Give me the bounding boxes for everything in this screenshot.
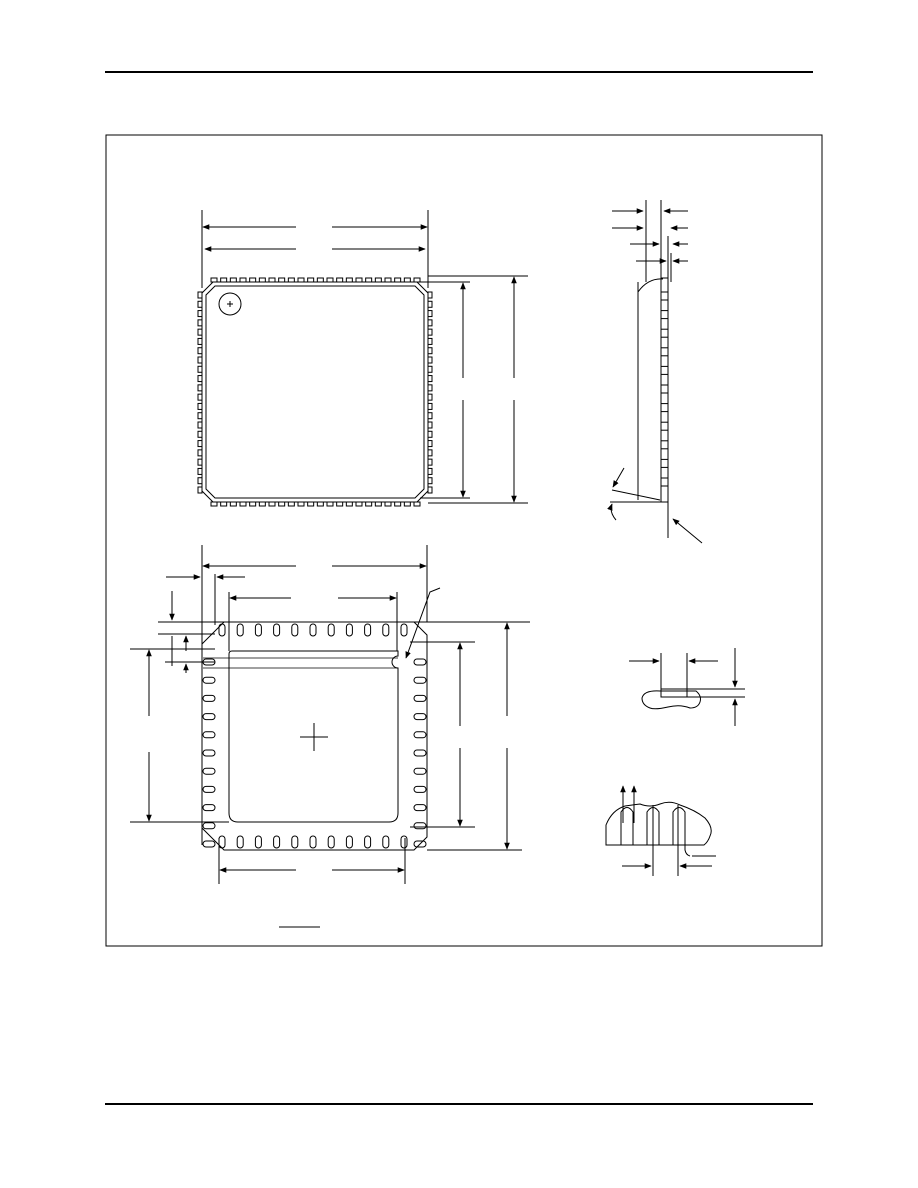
top-view-pin xyxy=(428,413,432,419)
pin-1-marker-icon xyxy=(219,293,241,315)
top-view-pin xyxy=(395,502,401,506)
top-view-pin xyxy=(198,311,202,317)
top-view-pin xyxy=(414,502,420,506)
bottom-view-pin xyxy=(203,823,215,829)
side-view-pin xyxy=(661,329,668,337)
top-view-pin xyxy=(308,502,314,506)
top-view-pin xyxy=(211,278,217,282)
top-view-pin xyxy=(198,431,202,437)
bottom-view-pin xyxy=(365,836,371,848)
bottom-view-pin xyxy=(203,677,215,683)
top-view-body-inner xyxy=(206,286,424,498)
top-view-pin xyxy=(414,278,420,282)
bottom-view-pin xyxy=(292,624,298,636)
top-view-pin xyxy=(428,329,432,335)
side-view-pin xyxy=(661,385,668,393)
top-view-pin xyxy=(288,502,294,506)
lead-detail xyxy=(606,786,716,876)
side-view-pin xyxy=(661,441,668,449)
top-view-pin xyxy=(198,338,202,344)
top-view-pin xyxy=(428,385,432,391)
bottom-view-pin xyxy=(414,732,426,738)
top-view-pin xyxy=(198,301,202,307)
top-view-pin xyxy=(428,357,432,363)
bottom-view-pin xyxy=(383,836,389,848)
top-view-pin xyxy=(428,292,432,298)
top-view-pin xyxy=(198,348,202,354)
top-view-pin xyxy=(366,502,372,506)
top-view-pin xyxy=(279,278,285,282)
top-view-pin xyxy=(428,431,432,437)
top-view-pin xyxy=(279,502,285,506)
top-view-pin xyxy=(198,468,202,474)
top-view-pin xyxy=(428,366,432,372)
top-view-pin xyxy=(230,502,236,506)
top-view-pin xyxy=(198,422,202,428)
top-view-pin xyxy=(385,502,391,506)
bottom-view-pin xyxy=(203,768,215,774)
top-view-pin xyxy=(428,311,432,317)
top-view-pin xyxy=(346,502,352,506)
bottom-view-pin xyxy=(346,836,352,848)
side-view xyxy=(610,200,702,543)
top-view-pin xyxy=(327,278,333,282)
top-view-pin xyxy=(375,502,381,506)
top-view-pin xyxy=(198,487,202,493)
top-view-pin xyxy=(428,403,432,409)
side-callout-1 xyxy=(613,468,624,487)
top-view-pin xyxy=(198,385,202,391)
top-view-pin xyxy=(428,376,432,382)
top-view-pin xyxy=(428,441,432,447)
top-view-pin xyxy=(198,320,202,326)
top-view-pin xyxy=(221,278,227,282)
pin-1-leader xyxy=(406,588,440,658)
bottom-view-pin xyxy=(414,659,426,665)
side-view-pins xyxy=(661,292,668,486)
side-view-pin xyxy=(661,478,668,486)
side-view-pin xyxy=(661,292,668,300)
side-view-pin xyxy=(661,366,668,374)
top-view-pin xyxy=(198,292,202,298)
top-view-pin xyxy=(269,278,275,282)
bottom-view-pin xyxy=(274,836,280,848)
top-view-pin xyxy=(356,278,362,282)
bottom-view-pin xyxy=(274,624,280,636)
top-view-pin xyxy=(288,278,294,282)
top-view-pin xyxy=(198,478,202,484)
bottom-view-pin xyxy=(255,836,261,848)
top-view-pin xyxy=(317,278,323,282)
bottom-view xyxy=(130,545,530,884)
top-view-pin xyxy=(428,320,432,326)
top-view-pin xyxy=(428,348,432,354)
top-view-body-outer xyxy=(202,282,428,502)
bottom-view-pin xyxy=(310,624,316,636)
top-view-pin xyxy=(428,468,432,474)
bottom-view-pin xyxy=(255,624,261,636)
bottom-view-pin xyxy=(203,695,215,701)
top-view-pin xyxy=(198,403,202,409)
top-view-pin xyxy=(337,278,343,282)
top-view-pin xyxy=(211,502,217,506)
top-view-pin xyxy=(366,278,372,282)
top-view-pin xyxy=(198,366,202,372)
center-crosshair-icon xyxy=(300,723,328,751)
top-view-pin xyxy=(317,502,323,506)
top-view-pin xyxy=(375,278,381,282)
bottom-view-pin xyxy=(203,786,215,792)
bottom-view-pin xyxy=(328,836,334,848)
side-view-pin xyxy=(661,422,668,430)
bottom-view-pin xyxy=(414,823,426,829)
top-view-pin xyxy=(198,357,202,363)
top-view-pin xyxy=(428,394,432,400)
top-view-pin xyxy=(428,487,432,493)
top-view-pin xyxy=(259,502,265,506)
bottom-view-pin xyxy=(414,768,426,774)
top-view-pin xyxy=(298,278,304,282)
bottom-view-pin xyxy=(414,786,426,792)
bottom-view-pin xyxy=(203,805,215,811)
bottom-view-pin xyxy=(328,624,334,636)
side-callout-3 xyxy=(673,519,702,543)
bottom-view-pin xyxy=(365,624,371,636)
top-view-pin xyxy=(198,376,202,382)
side-view-pin xyxy=(661,311,668,319)
top-view-pin xyxy=(404,502,410,506)
bottom-view-pin xyxy=(414,805,426,811)
bottom-view-pin xyxy=(414,714,426,720)
bottom-view-pin xyxy=(383,624,389,636)
top-view-pin xyxy=(198,450,202,456)
top-view-pin xyxy=(269,502,275,506)
top-view-pin xyxy=(198,394,202,400)
bottom-view-pin xyxy=(310,836,316,848)
top-view-pin xyxy=(337,502,343,506)
bottom-view-pin xyxy=(237,836,243,848)
top-view-pin xyxy=(428,422,432,428)
side-view-pin xyxy=(661,459,668,467)
top-view-pin xyxy=(240,502,246,506)
bottom-view-pin xyxy=(401,836,407,848)
top-view-pin xyxy=(298,502,304,506)
bottom-view-pin xyxy=(203,750,215,756)
top-view-pin xyxy=(395,278,401,282)
bottom-view-pin xyxy=(414,677,426,683)
bottom-view-pin xyxy=(292,836,298,848)
top-view-pin xyxy=(404,278,410,282)
side-view-pin xyxy=(661,348,668,356)
top-view-pin xyxy=(428,338,432,344)
top-view-pin xyxy=(428,478,432,484)
top-view-pin xyxy=(198,329,202,335)
top-view-pin xyxy=(198,413,202,419)
bottom-view-pin xyxy=(346,624,352,636)
bottom-view-pin xyxy=(237,624,243,636)
top-view-pin xyxy=(356,502,362,506)
bottom-view-pin xyxy=(401,624,407,636)
top-view-pin xyxy=(428,301,432,307)
top-view-pin xyxy=(240,278,246,282)
top-view-pin xyxy=(221,502,227,506)
top-view xyxy=(198,210,528,506)
top-view-pin xyxy=(385,278,391,282)
bottom-view-pin xyxy=(414,695,426,701)
top-view-pins xyxy=(198,278,432,506)
top-view-pin xyxy=(428,459,432,465)
top-view-pin xyxy=(250,502,256,506)
top-view-pin xyxy=(308,278,314,282)
bottom-view-pin xyxy=(414,750,426,756)
top-view-pin xyxy=(327,502,333,506)
top-view-pin xyxy=(346,278,352,282)
bottom-view-pin xyxy=(203,841,215,847)
side-view-pin xyxy=(661,404,668,412)
bottom-view-pin xyxy=(203,732,215,738)
top-view-pin xyxy=(198,459,202,465)
top-view-pin xyxy=(428,450,432,456)
top-view-pin xyxy=(250,278,256,282)
figure-frame xyxy=(106,135,822,946)
top-view-pin xyxy=(259,278,265,282)
pad-detail xyxy=(629,648,745,726)
bottom-view-pin xyxy=(203,714,215,720)
top-view-pin xyxy=(198,441,202,447)
side-callout-2 xyxy=(611,504,616,520)
top-view-pin xyxy=(230,278,236,282)
